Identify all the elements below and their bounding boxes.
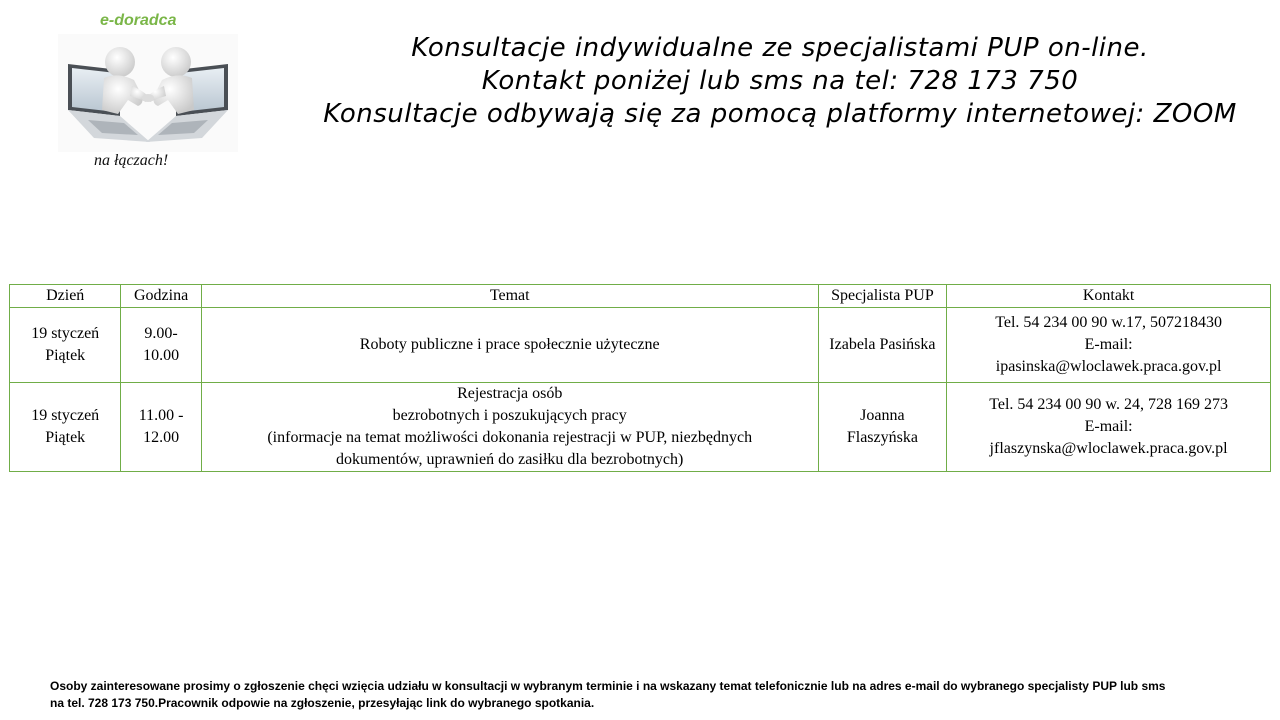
- cell-line: Izabela Pasińska: [829, 336, 936, 353]
- cell-line: Rejestracja osób: [457, 385, 563, 402]
- cell-topic: [201, 308, 818, 383]
- cell-day: [10, 383, 121, 472]
- logo-tagline: na łączach!: [94, 152, 169, 169]
- cell-topic: [201, 383, 818, 472]
- cell-line: Flaszyńska: [846, 429, 918, 446]
- cell-specialist: [818, 308, 947, 383]
- column-header-hour: Godzina: [121, 285, 201, 308]
- footer-line: Osoby zainteresowane prosimy o zgłoszenie chęci wzięcia udziału w konsultacji w wybranym terminie i na wskazany temat telefonicznie lub na adres e-mail do wybranego specjalisty PUP lub sms: [50, 679, 1166, 693]
- contact-phone: Tel. 54 234 00 90 w. 24, 728 169 273: [989, 396, 1228, 413]
- logo-brand: e-doradca: [100, 12, 177, 29]
- contact-email-label: E-mail:: [1084, 336, 1133, 353]
- cell-line: 19 styczeń: [31, 407, 100, 424]
- cell-line: Joanna: [860, 407, 905, 424]
- cell-line: bezrobotnych i poszukujących pracy: [392, 407, 627, 424]
- cell-contact: [947, 383, 1271, 472]
- contact-email[interactable]: ipasinska@wloclawek.praca.gov.pl: [995, 358, 1222, 375]
- contact-email-label: E-mail:: [1084, 418, 1133, 435]
- cell-contact: [947, 308, 1271, 383]
- cell-line: 9.00-: [144, 325, 178, 342]
- table-header-row: [10, 285, 1271, 308]
- cell-line: (informacje na temat możliwości dokonania rejestracji w PUP, niezbędnych: [267, 429, 753, 446]
- column-header-contact: Kontakt: [947, 285, 1271, 308]
- header-line: Konsultacje odbywają się za pomocą platformy internetowej: ZOOM: [323, 99, 1237, 129]
- cell-line: Piątek: [45, 429, 86, 446]
- column-header-day: Dzień: [10, 285, 121, 308]
- footer-note: [50, 678, 1260, 712]
- cell-hour: [121, 383, 201, 472]
- header-line: Kontakt poniżej lub sms na tel: 728 173 750: [481, 66, 1079, 96]
- cell-hour: [121, 308, 201, 383]
- column-header-topic: Temat: [201, 285, 818, 308]
- page-header: [280, 32, 1280, 131]
- cell-line: 19 styczeń: [31, 325, 100, 342]
- logo: [58, 10, 238, 175]
- footer-line: na tel. 728 173 750.Pracownik odpowie na zgłoszenie, przesyłając link do wybranego spotkania.: [50, 696, 595, 710]
- cell-line: 10.00: [143, 347, 180, 364]
- contact-email[interactable]: jflaszynska@wloclawek.praca.gov.pl: [989, 440, 1228, 457]
- table-row: [10, 308, 1271, 383]
- cell-line: 12.00: [143, 429, 180, 446]
- cell-specialist: [818, 383, 947, 472]
- column-header-specialist: Specjalista PUP: [818, 285, 947, 308]
- cell-line: Roboty publiczne i prace społecznie użyteczne: [359, 336, 660, 353]
- cell-line: Piątek: [45, 347, 86, 364]
- cell-day: [10, 308, 121, 383]
- contact-phone: Tel. 54 234 00 90 w.17, 507218430: [995, 314, 1222, 331]
- handshake-laptops-icon: [58, 34, 238, 152]
- consultation-schedule-table: [9, 284, 1271, 472]
- table-row: [10, 383, 1271, 472]
- cell-line: 11.00 -: [138, 407, 184, 424]
- header-line: Konsultacje indywidualne ze specjalistami PUP on-line.: [411, 33, 1149, 63]
- cell-line: dokumentów, uprawnień do zasiłku dla bezrobotnych): [336, 451, 684, 468]
